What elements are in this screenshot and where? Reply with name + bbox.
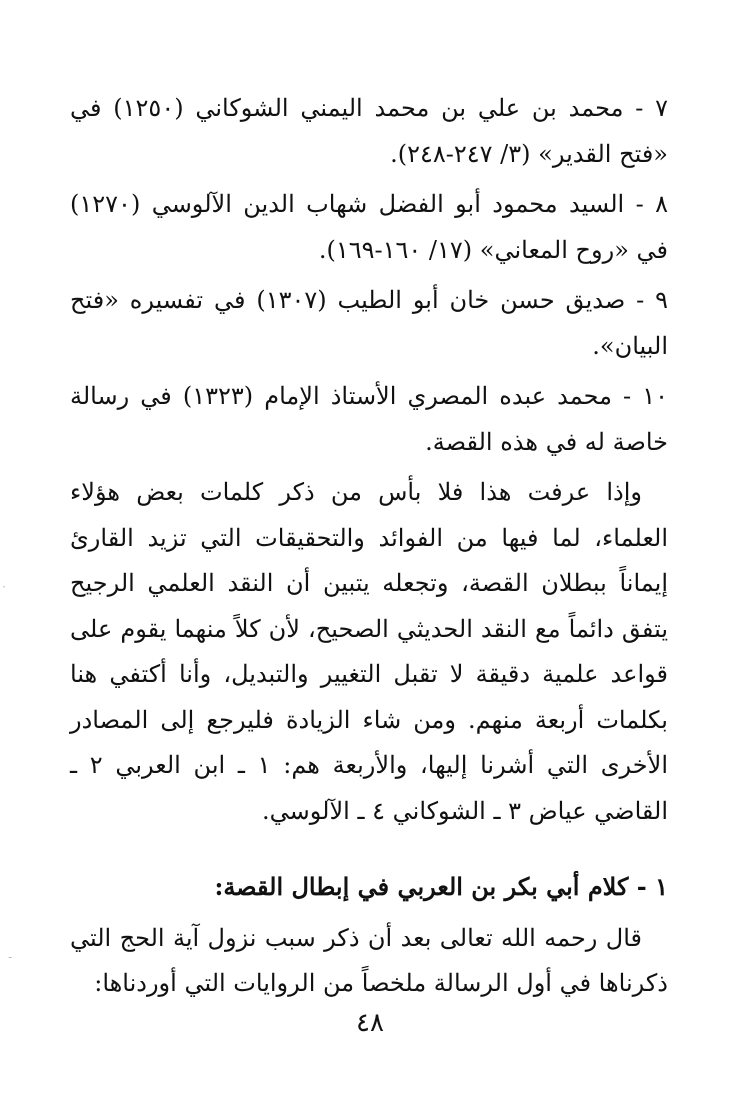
page-number: ٤٨ [356, 1008, 384, 1038]
list-item-7: ٧ - محمد بن علي بن محمد اليمني الشوكاني (١٢٥٠) في «فتح القدير» (٣/ ٢٤٧-٢٤٨). [70, 94, 669, 168]
list-item-10: ١٠ - محمد عبده المصري الأستاذ الإمام (١٣٢٣) في رسالة خاصة له في هذه القصة. [70, 382, 668, 456]
margin-dot-mark: · [2, 580, 6, 594]
section-paragraph: قال رحمه الله تعالى بعد أن ذكر سبب نزول آية الحج التي ذكرناها في أول الرسالة ملخصاً من الروايات التي أوردناها: [70, 923, 668, 997]
intro-paragraph: وإذا عرفت هذا فلا بأس من ذكر كلمات بعض هؤلاء العلماء، لما فيها من الفوائد والتحقيقات التي تزيد القارئ إيماناً ببطلان القصة، وتجعله يتبين أن النقد العلمي الرجيح يتفق دائماً مع النقد الحديثي الصحيح، لأن كلاً منهما يقوم على قواعد علمية دقيقة لا تقبل التغيير والتبديل، وأنا أكتفي هنا بكلمات أربعة منهم. ومن شاء الزيادة فليرجع إلى المصادر الأخرى التي أشرنا إليها، والأربعة هم: ١ ـ ابن العربي ٢ ـ القاضي عياض ٣ ـ الشوكاني ٤ ـ الآلوسي. [70, 478, 668, 825]
margin-dash-mark: - [8, 950, 13, 964]
section-heading: ١ - كلام أبي بكر بن العربي في إبطال القصة: [214, 872, 668, 901]
list-item-8: ٨ - السيد محمود أبو الفضل شهاب الدين الآلوسي (١٢٧٠) في «روح المعاني» (١٧/ ١٦٠-١٦٩). [70, 190, 668, 264]
list-item-9: ٩ - صديق حسن خان أبو الطيب (١٣٠٧) في تفسيره «فتح البيان». [70, 286, 669, 360]
page-body [70, 86, 668, 1011]
